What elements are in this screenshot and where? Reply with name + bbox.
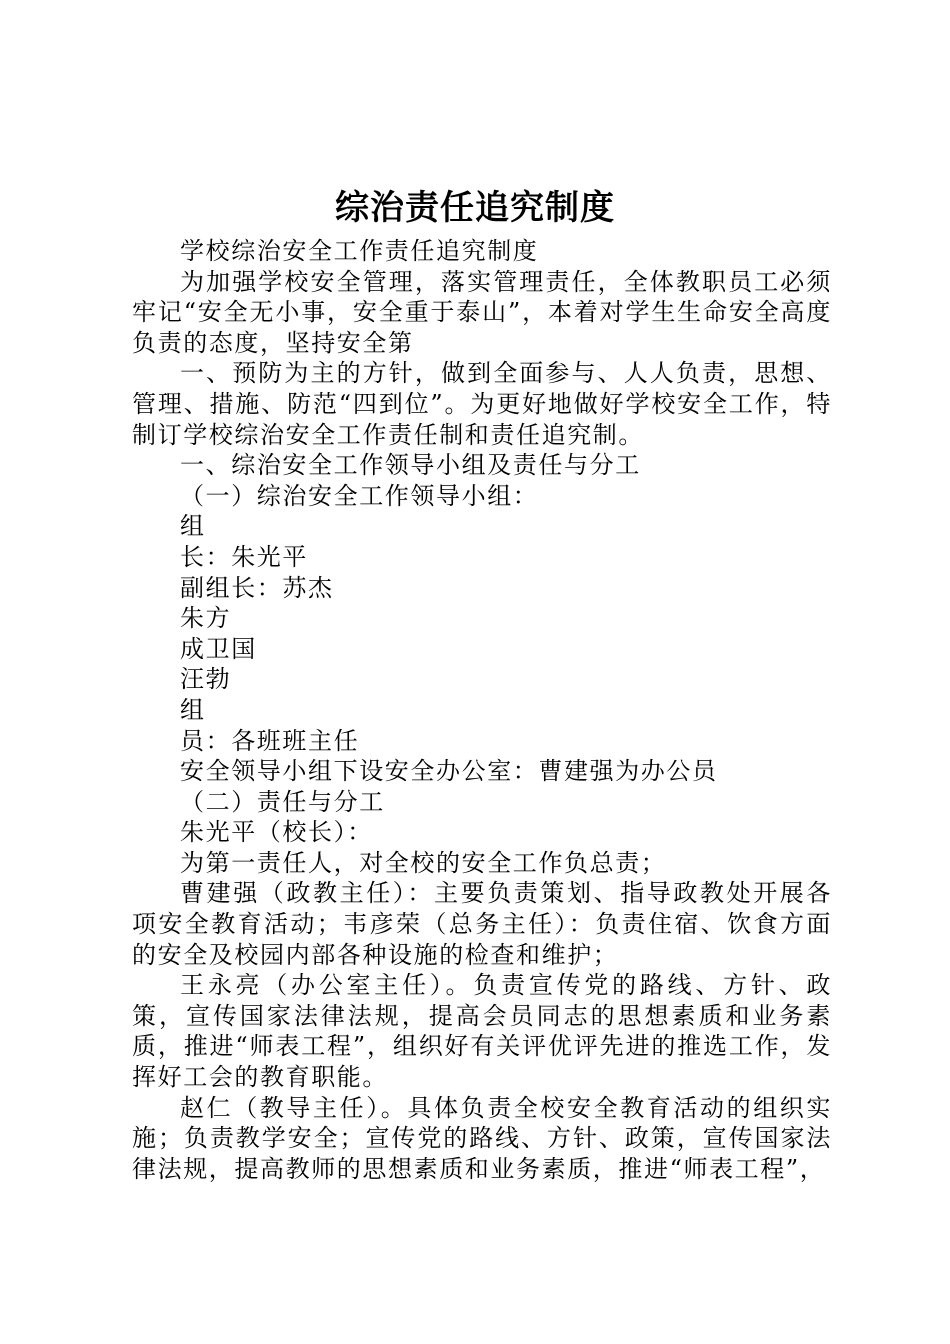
paragraph: 曹建强（政教主任）：主要负责策划、指导政教处开展各项安全教育活动；韦彦荣（总务主任）：负责住宿、饮食方面的安全及校园内部各种设施的检查和维护； <box>132 879 832 969</box>
document-title: 综治责任追究制度 <box>335 188 615 228</box>
paragraph: （一）综治安全工作领导小组： <box>180 481 539 510</box>
paragraph: 为第一责任人，对全校的安全工作负总责； <box>180 848 667 877</box>
paragraph: 员：各班班主任 <box>180 726 360 755</box>
paragraph: 朱光平（校长）： <box>180 818 373 847</box>
document-body <box>132 236 832 1184</box>
paragraph: 赵仁（教导主任）。具体负责全校安全教育活动的组织实施；负责教学安全；宣传党的路线、方针、政策，宣传国家法律法规，提高教师的思想素质和业务素质，推进“师表工程”， <box>132 1093 832 1183</box>
paragraph: 汪勃 <box>180 665 232 694</box>
paragraph: 组 <box>180 695 206 724</box>
paragraph: 为加强学校安全管理，落实管理责任，全体教职员工必须牢记“安全无小事，安全重于泰山”，本着对学生生命安全高度负责的态度，坚持安全第 <box>132 267 832 357</box>
paragraph: 成卫国 <box>180 634 257 663</box>
paragraph: 学校综治安全工作责任追究制度 <box>180 237 539 265</box>
paragraph: 一、预防为主的方针，做到全面参与、人人负责，思想、管理、措施、防范“四到位”。为更好地做好学校安全工作，特制订学校综治安全工作责任制和责任追究制。 <box>132 359 832 449</box>
paragraph: 长：朱光平 <box>180 542 308 571</box>
paragraph: （二）责任与分工 <box>180 787 385 816</box>
paragraph: 组 <box>180 512 206 541</box>
paragraph: 朱方 <box>180 604 232 633</box>
paragraph: 王永亮（办公室主任）。负责宣传党的路线、方针、政策，宣传国家法律法规，提高会员同志的思想素质和业务素质，推进“师表工程”，组织好有关评优评先进的推选工作，发挥好工会的教育职能。 <box>132 971 832 1092</box>
paragraph: 安全领导小组下设安全办公室：曹建强为办公员 <box>180 757 718 786</box>
paragraph: 副组长：苏杰 <box>180 573 334 602</box>
paragraph: 一、综治安全工作领导小组及责任与分工 <box>180 451 641 480</box>
